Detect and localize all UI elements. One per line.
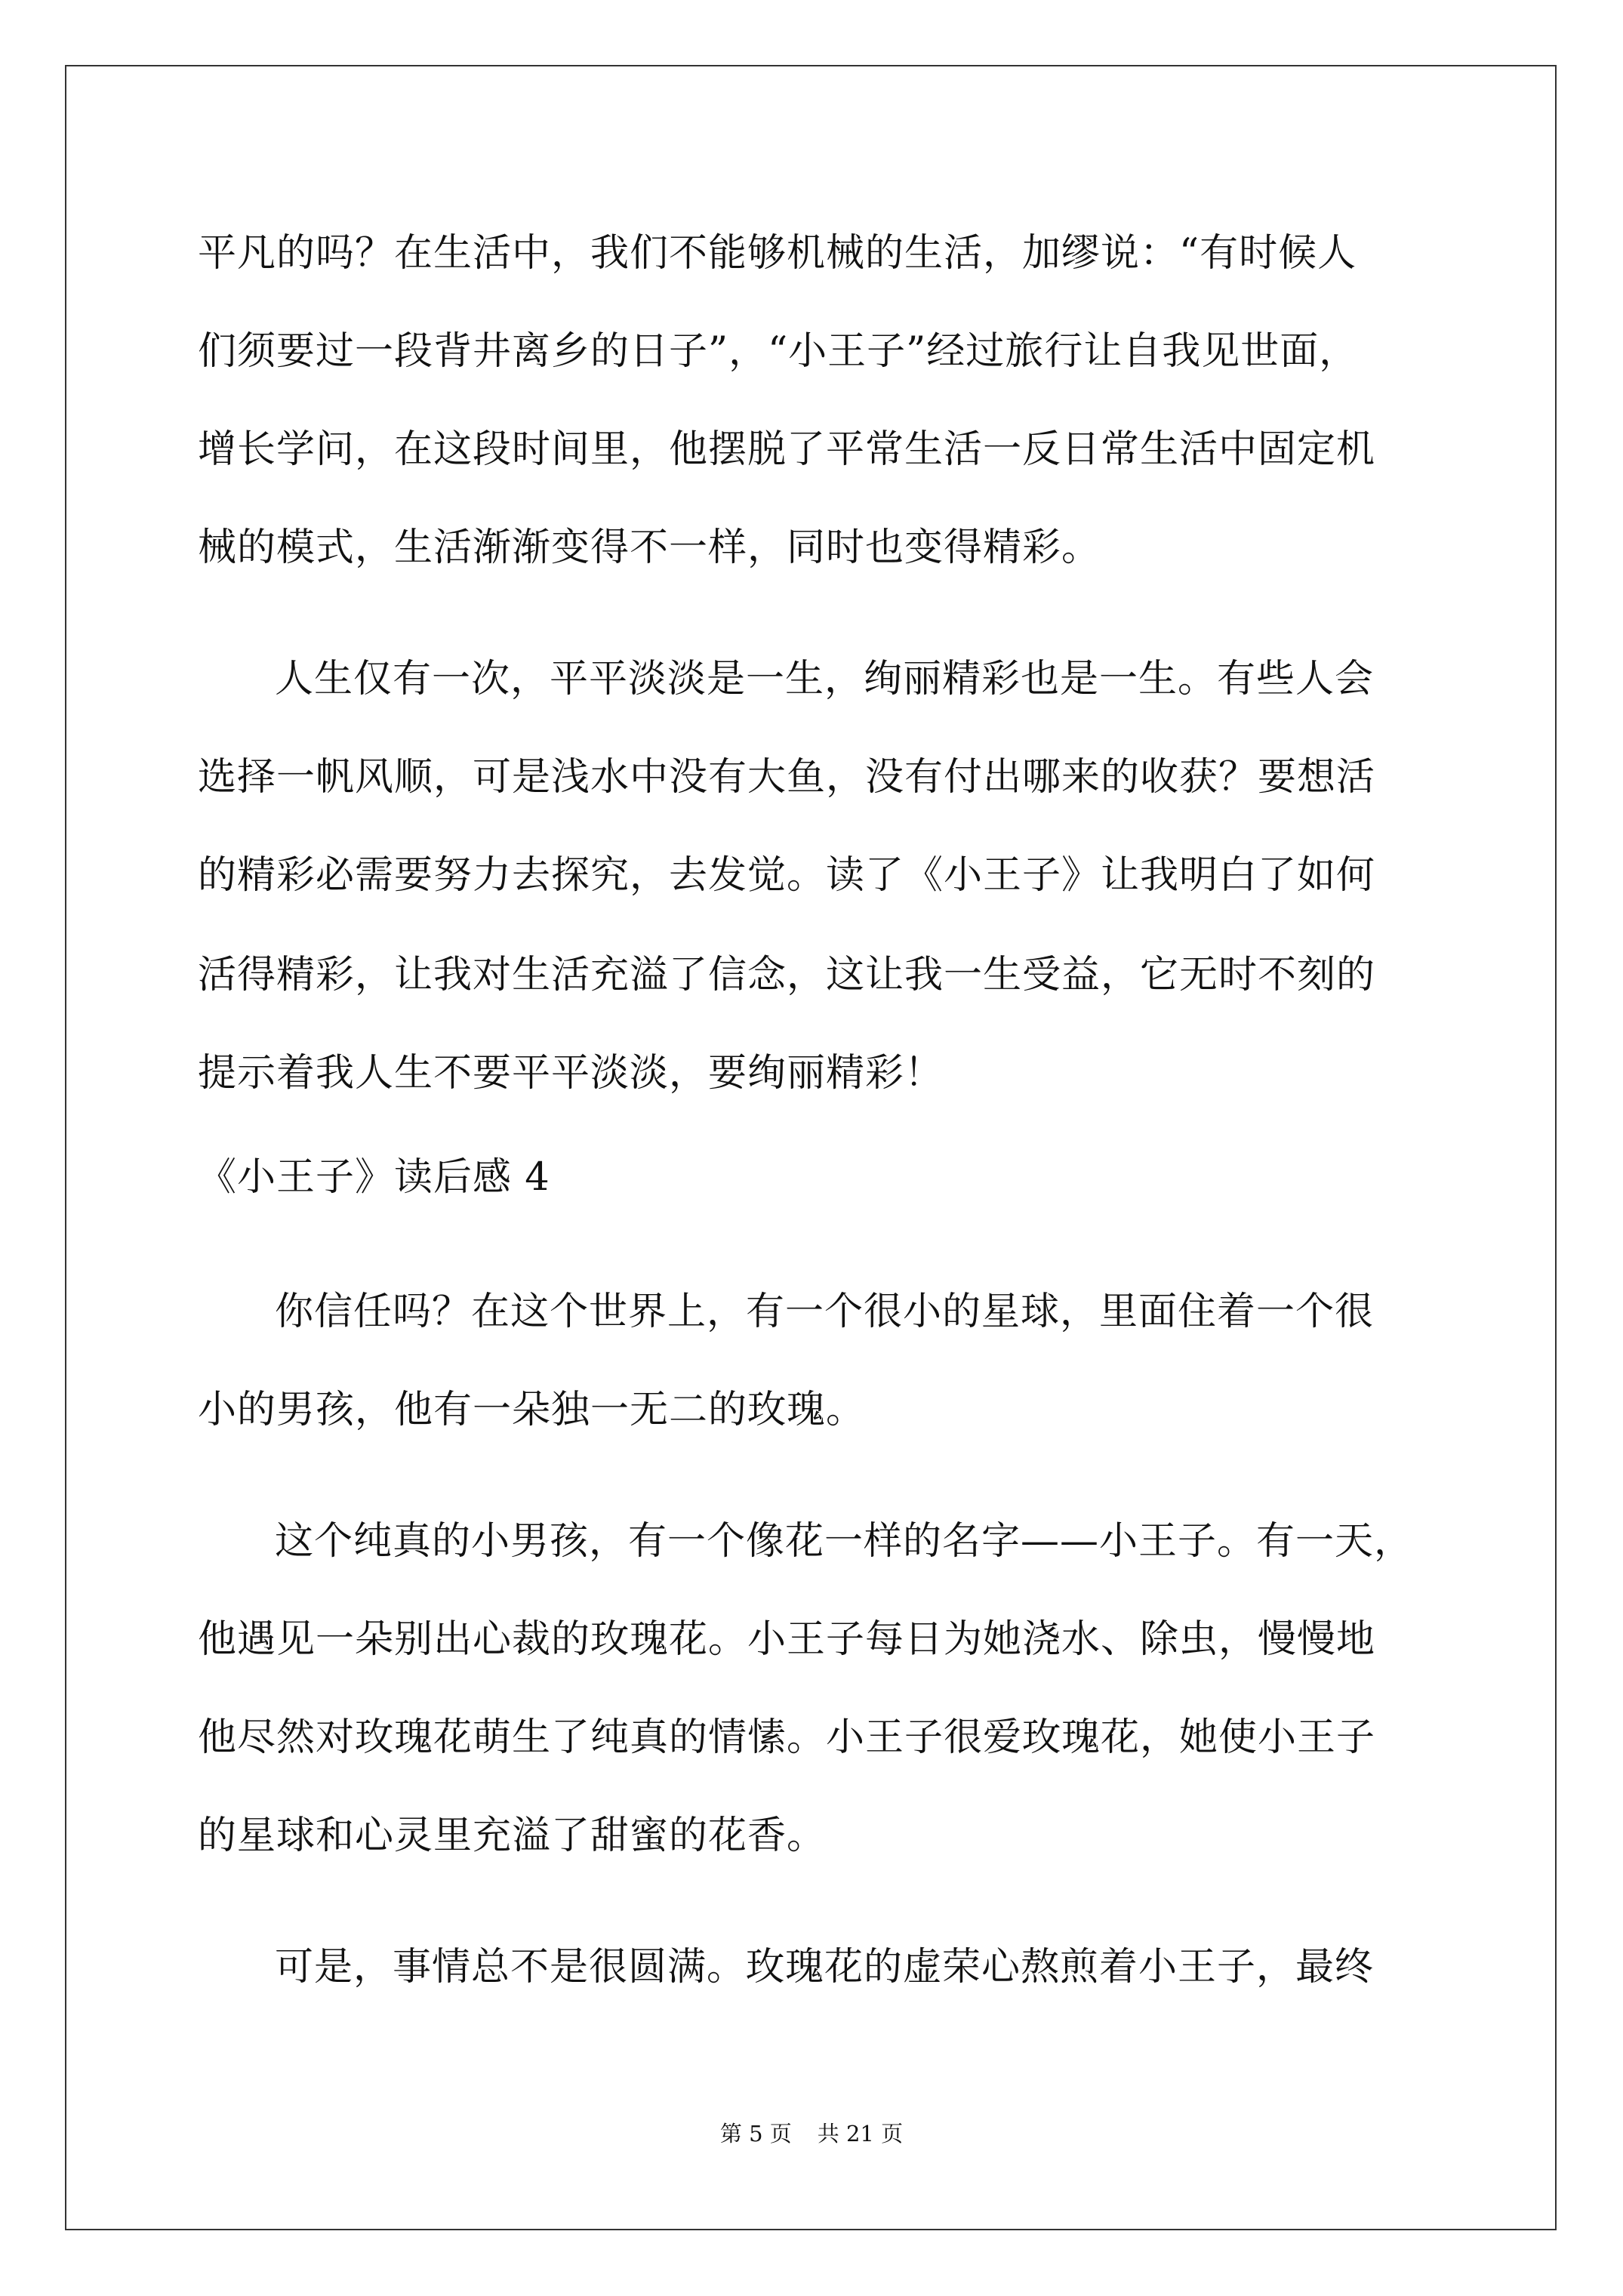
text-line-14: 他遇见一朵别出心裁的玫瑰花。小王子每日为她浇水、除虫，慢慢地 xyxy=(198,1617,1376,1662)
page-footer xyxy=(0,2120,1623,2147)
section-title: 《小王子》读后感 4 xyxy=(198,1155,550,1200)
text-line-12: 小的男孩，他有一朵独一无二的玫瑰。 xyxy=(198,1388,866,1432)
text-line-8: 活得精彩，让我对生活充溢了信念，这让我一生受益，它无时不刻的 xyxy=(198,953,1376,997)
text-line-16: 的星球和心灵里充溢了甜蜜的花香。 xyxy=(198,1814,827,1858)
page-border xyxy=(65,65,1557,2230)
paragraph-start-line: 这个纯真的小男孩，有一个像花一样的名字——小王子。有一天， xyxy=(275,1519,1414,1564)
text-line-7: 的精彩必需要努力去探究，去发觉。读了《小王子》让我明白了如何 xyxy=(198,853,1376,898)
text-line-9: 提示着我人生不要平平淡淡，要绚丽精彩！ xyxy=(198,1051,944,1096)
text-line-6: 选择一帆风顺，可是浅水中没有大鱼，没有付出哪来的收获？要想活 xyxy=(198,755,1376,800)
paragraph-start-line: 人生仅有一次，平平淡淡是一生，绚丽精彩也是一生。有些人会 xyxy=(275,657,1375,701)
paragraph-start-line: 你信任吗？在这个世界上，有一个很小的星球，里面住着一个很 xyxy=(275,1290,1375,1334)
text-line-15: 他尽然对玫瑰花萌生了纯真的情愫。小王子很爱玫瑰花，她使小王子 xyxy=(198,1715,1376,1760)
text-line-4: 械的模式，生活渐渐变得不一样，同时也变得精彩。 xyxy=(198,525,1101,570)
text-line-2: 们须要过一段背井离乡的日子”，“小王子”经过旅行让自我见世面， xyxy=(198,329,1359,374)
text-line-1: 平凡的吗？在生活中，我们不能够机械的生活，加缪说：“有时候人 xyxy=(198,231,1357,276)
page-number: 第 5 页 xyxy=(719,2121,792,2147)
text-line-3: 增长学问，在这段时间里，他摆脱了平常生活一反日常生活中固定机 xyxy=(198,427,1376,472)
paragraph-start-line: 可是，事情总不是很圆满。玫瑰花的虚荣心熬煎着小王子，最终 xyxy=(275,1945,1375,1989)
page-total: 共 21 页 xyxy=(817,2121,904,2147)
